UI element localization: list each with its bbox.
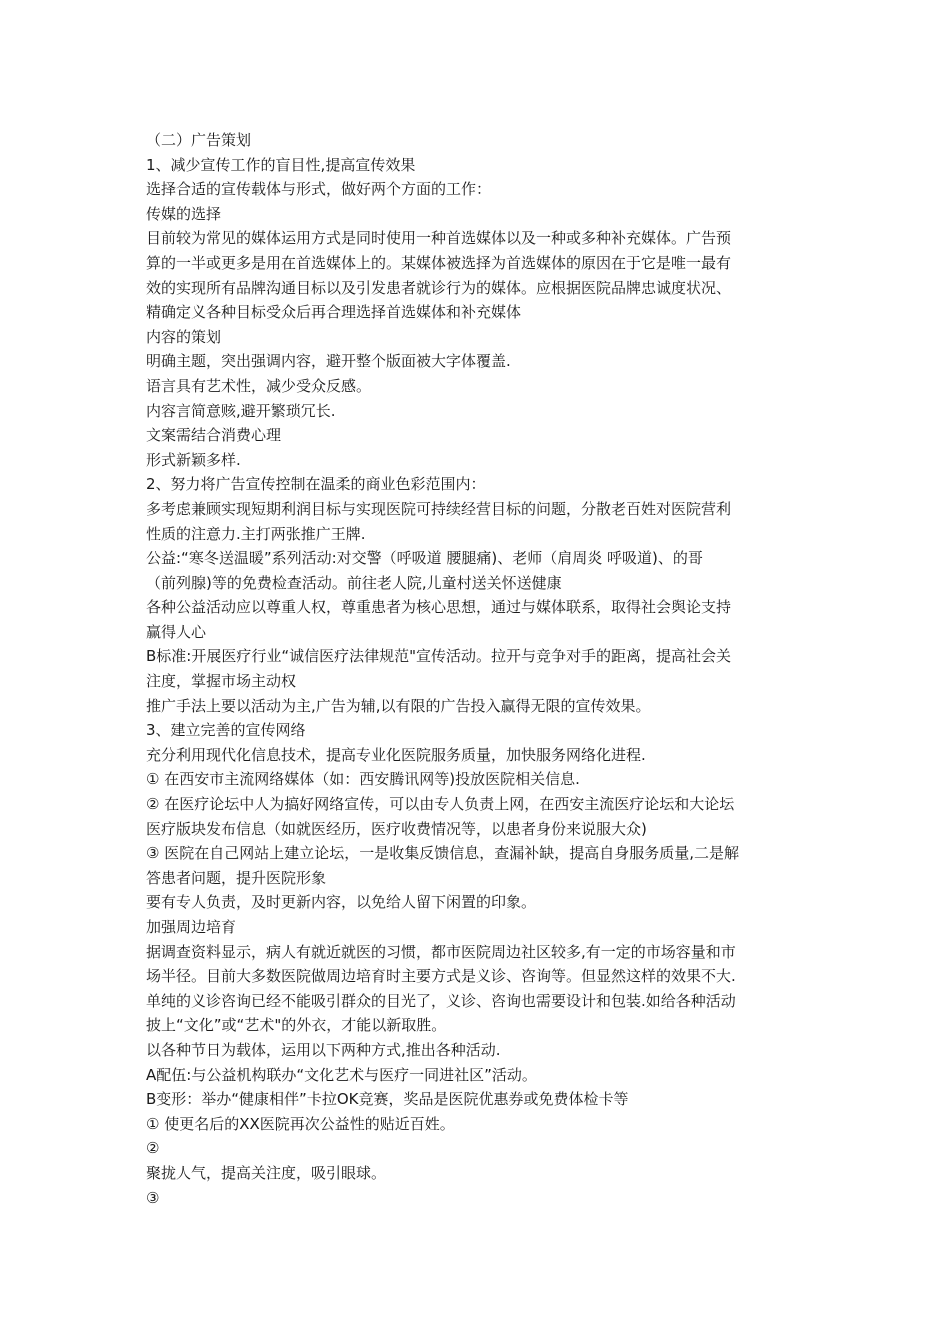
text-line: 各种公益活动应以尊重人权，尊重患者为核心思想，通过与媒体联系，取得社会舆论支持 [146,598,732,617]
text-line: B标准:开展医疗行业“诚信医疗法律规范"宣传活动。拉开与竞争对手的距离，提高社会关 [146,647,732,666]
text-line: ③ [146,1188,160,1207]
paragraph [146,448,812,473]
paragraph [146,374,812,399]
paragraph [146,841,812,890]
paragraph [146,915,812,940]
text-line: 聚拢人气，提高关注度，吸引眼球。 [146,1163,387,1182]
text-line: 效的实现所有品牌沟通目标以及引发患者就诊行为的媒体。应根据医院品牌忠诚度状况、 [146,278,732,297]
text-line: 精确定义各种目标受众后再合理选择首选媒体和补充媒体 [146,303,522,322]
text-line: 明确主题，突出强调内容，避开整个版面被大字体覆盖. [146,352,511,371]
paragraph [146,743,812,768]
paragraph [146,1038,812,1063]
text-line: ③ 医院在自己网站上建立论坛，一是收集反馈信息，查漏补缺，提高自身服务质量,二是解 [146,844,739,863]
text-line: 语言具有艺术性，减少受众反感。 [146,376,372,395]
text-line: 1、减少宣传工作的盲目性,提高宣传效果 [146,155,416,174]
text-line: 多考虑兼顾实现短期利润目标与实现医院可持续经营目标的问题，分散老百姓对医院营利 [146,499,732,518]
text-line: ① 在西安市主流网络媒体（如：西安腾讯网等)投放医院相关信息. [146,770,580,789]
text-line: 赢得人心 [146,622,207,641]
paragraph [146,423,812,448]
paragraph [146,1112,812,1137]
text-line: 以各种节日为载体，运用以下两种方式,推出各种活动. [146,1040,501,1059]
text-line: B变形：举办“健康相伴”卡拉OK竞赛，奖品是医院优惠券或免费体检卡等 [146,1090,629,1109]
text-line: （前列腺)等的免费检查活动。前往老人院,儿童村送关怀送健康 [146,573,562,592]
paragraph [146,792,812,841]
text-line: 内容的策划 [146,327,222,346]
text-line: ① 使更名后的XX医院再次公益性的贴近百姓。 [146,1114,455,1133]
paragraph [146,349,812,374]
text-line: 选择合适的宣传载体与形式，做好两个方面的工作： [146,180,492,199]
text-line: 场半径。目前大多数医院做周边培育时主要方式是义诊、咨询等。但显然这样的效果不大. [146,967,736,986]
paragraph [146,1161,812,1186]
text-line: 文案需结合消费心理 [146,426,282,445]
paragraph [146,325,812,350]
paragraph [146,177,812,202]
paragraph [146,694,812,719]
paragraph [146,718,812,743]
text-line: 传媒的选择 [146,204,222,223]
text-line: 注度，掌握市场主动权 [146,672,297,691]
paragraph [146,1136,812,1161]
text-line: 性质的注意力.主打两张推广王牌. [146,524,366,543]
text-line: 算的一半或更多是用在首选媒体上的。某媒体被选择为首选媒体的原因在于它是唯一最有 [146,253,732,272]
paragraph [146,153,812,178]
text-line: 2、努力将广告宣传控制在温柔的商业色彩范围内： [146,475,486,494]
paragraph [146,595,812,644]
text-line: 披上“文化”或“艺术"的外衣，才能以新取胜。 [146,1016,447,1035]
text-line: 充分利用现代化信息技术，提高专业化医院服务质量，加快服务网络化进程. [146,745,646,764]
paragraph [146,767,812,792]
text-line: 要有专人负责，及时更新内容，以免给人留下闲置的印象。 [146,893,537,912]
text-line: ② 在医疗论坛中人为搞好网络宣传，可以由专人负责上网，在西安主流医疗论坛和大论坛 [146,795,735,814]
text-line: 3、建立完善的宣传网络 [146,721,306,740]
paragraph [146,497,812,546]
paragraph [146,546,812,595]
text-line: 目前较为常见的媒体运用方式是同时使用一种首选媒体以及一种或多种补充媒体。广告预 [146,229,732,248]
text-line: 单纯的义诊咨询已经不能吸引群众的目光了，义诊、咨询也需要设计和包装.如给各种活动 [146,991,736,1010]
text-line: 形式新颖多样. [146,450,241,469]
text-line: ② [146,1139,160,1158]
paragraph [146,890,812,915]
text-line: 推广手法上要以活动为主,广告为辅,以有限的广告投入赢得无限的宣传效果。 [146,696,651,715]
paragraph [146,1063,812,1088]
text-line: 公益:“寒冬送温暖”系列活动:对交警（呼吸道 腰腿痛)、老师（肩周炎 呼吸道)、的哥 [146,549,703,568]
paragraph [146,202,812,227]
paragraph [146,399,812,424]
paragraph [146,226,812,324]
paragraph [146,128,812,153]
paragraph [146,940,812,1038]
paragraph [146,1087,812,1112]
text-line: 据调查资料显示，病人有就近就医的习惯，都市医院周边社区较多,有一定的市场容量和市 [146,942,736,961]
text-line: 答患者问题，提升医院形象 [146,868,327,887]
text-line: A配伍:与公益机构联办“文化艺术与医疗一同进社区”活动。 [146,1065,537,1084]
text-line: 加强周边培育 [146,918,237,936]
paragraph [146,1186,812,1211]
paragraph [146,472,812,497]
text-line: （二）广告策划 [146,131,252,149]
text-line: 医疗版块发布信息（如就医经历，医疗收费情况等，以患者身份来说服大众) [146,819,647,838]
text-line: 内容言简意赅,避开繁琐冗长. [146,401,336,420]
paragraph [146,644,812,693]
